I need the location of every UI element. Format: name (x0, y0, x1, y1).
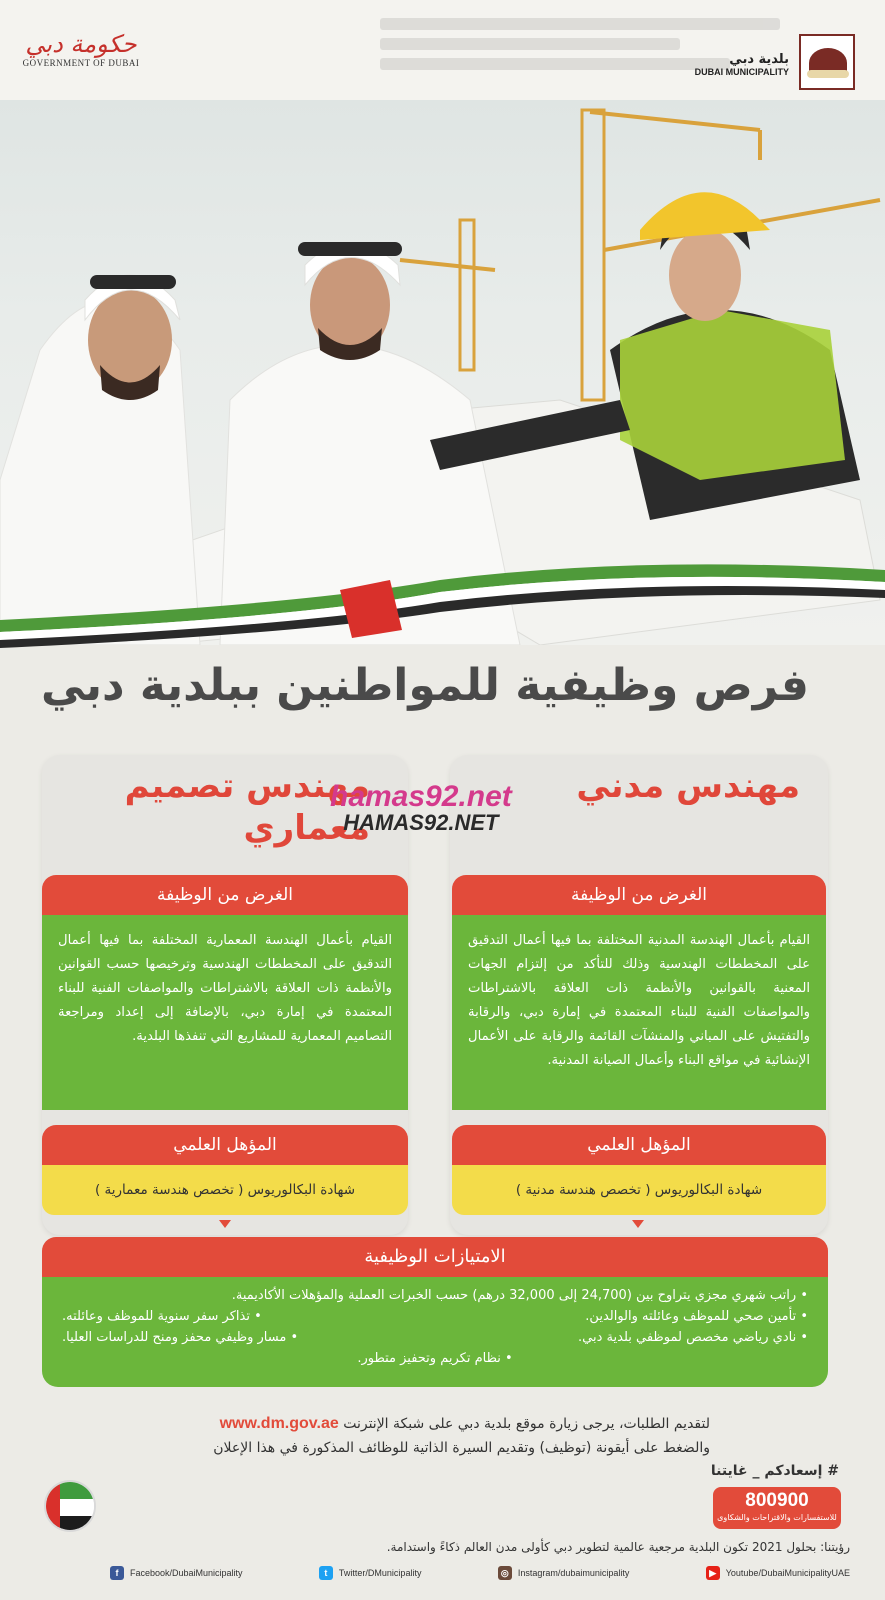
social-links (110, 1566, 850, 1580)
hotline-number: 800900 (745, 1490, 809, 1511)
dm-logo-arabic: بلدية دبي (729, 52, 789, 67)
benefits-heading: الامتيازات الوظيفية (42, 1237, 828, 1277)
header (0, 0, 885, 100)
architect-title: مهندس تصميم معماري (124, 766, 370, 848)
facebook-icon: f (110, 1566, 124, 1580)
benefit-item: • مسار وظيفي محفز ومنح للدراسات العليا. (62, 1330, 299, 1345)
youtube-icon: ▶ (706, 1566, 720, 1580)
dm-emblem-icon (799, 34, 855, 90)
benefit-item: • راتب شهري مجزي يتراوح بين (24,700 إلى 32,000 درهم) حسب الخبرات العملية والمؤهلات الأكاديمية. (231, 1288, 808, 1303)
civil-qualification-text: شهادة البكالوريوس ( تخصص هندسة مدنية ) (452, 1165, 826, 1215)
youtube-link[interactable]: ▶ Youtube/DubaiMunicipalityUAE (706, 1566, 850, 1580)
hotline-badge[interactable] (713, 1487, 841, 1529)
down-arrow-icon (632, 1220, 644, 1228)
watermark-line-1: hamas92.net (330, 780, 512, 813)
civil-purpose-text: القيام بأعمال الهندسة المدنية المختلفة بما فيها أعمال التدقيق على المخططات الهندسية وذلك للتأكد من إلتزام الجهات المعنية بالقوانين والأنظمة ذات العلاقة بالاشتراطات والمواصفات الفنية للبناء المعتمدة في إمارة دبي، والرقابة والتفتيش على المباني والمنشآت القائمة والرقابة على الأعمال الإنشائية في مواقع البناء وأعمال الصيانة المدنية. (452, 915, 826, 1110)
twitter-icon: t (319, 1566, 333, 1580)
benefit-item: • نظام تكريم وتحفيز متطور. (357, 1351, 513, 1366)
hotline-label: للاستفسارات والاقتراحات والشكاوى (717, 1513, 837, 1522)
site-watermark (330, 780, 512, 836)
application-instructions (150, 1412, 710, 1460)
dm-logo-english: DUBAI MUNICIPALITY (694, 67, 789, 77)
website-link[interactable]: www.dm.gov.ae (219, 1415, 339, 1432)
gov-logo-english: GOVERNMENT OF DUBAI (22, 58, 140, 68)
benefit-item: • تذاكر سفر سنوية للموظف وعائلته. (62, 1309, 262, 1324)
down-arrow-icon (219, 1220, 231, 1228)
architect-qualification-text: شهادة البكالوريوس ( تخصص هندسة معمارية ) (42, 1165, 408, 1215)
twitter-link[interactable]: t Twitter/DMunicipality (319, 1566, 422, 1580)
architect-purpose-heading: الغرض من الوظيفة (42, 875, 408, 915)
uae-flag-circle-icon (44, 1480, 96, 1532)
watermark-line-2: HAMAS92.NET (343, 810, 499, 835)
gov-logo-arabic: حكومة دبي (25, 30, 137, 58)
architect-purpose-text: القيام بأعمال الهندسة المعمارية المختلفة بما فيها أعمال التدقيق على المخططات الهندسية وترخيصها حسب القوانين والأنظمة ذات العلاقة بالاشتراطات والمواصفات الفنية للبناء المعتمدة في إمارة دبي، بالإضافة إلى إعداد ومراجعة التصاميم المعمارية للمشاريع التي تنفذها البلدية. (42, 915, 408, 1110)
uae-flag-ribbon (0, 560, 885, 650)
page-title: فرص وظيفية للمواطنين ببلدية دبي (40, 660, 809, 711)
apply-line-1: لتقديم الطلبات، يرجى زيارة موقع بلدية دبي على شبكة الإنترنت (343, 1416, 710, 1432)
apply-line-2: والضغط على أيقونة (توظيف) وتقديم السيرة الذاتية للوظائف المذكورة في هذا الإعلان (213, 1440, 710, 1456)
civil-qualification-heading: المؤهل العلمي (452, 1125, 826, 1165)
instagram-icon: ◎ (498, 1566, 512, 1580)
vision-statement: رؤيتنا: بحلول 2021 تكون البلدية مرجعية عالمية لتطوير دبي كأولى مدن العالم ذكاءً واستدامة. (386, 1540, 850, 1554)
civil-purpose-heading: الغرض من الوظيفة (452, 875, 826, 915)
dubai-municipality-logo (675, 34, 855, 94)
facebook-link[interactable]: f Facebook/DubaiMunicipality (110, 1566, 243, 1580)
architect-qualification-heading: المؤهل العلمي (42, 1125, 408, 1165)
benefit-item: • نادي رياضي مخصص لموظفي بلدية دبي. (578, 1330, 808, 1345)
government-of-dubai-logo (16, 30, 146, 68)
slogan: # إسعادكم _ غايتنا (710, 1463, 839, 1479)
benefits-list (42, 1277, 828, 1387)
benefit-item: • تأمين صحي للموظف وعائلته والوالدين. (585, 1309, 808, 1324)
instagram-link[interactable]: ◎ Instagram/dubaimunicipality (498, 1566, 630, 1580)
civil-engineer-title: مهندس مدني (576, 766, 800, 806)
